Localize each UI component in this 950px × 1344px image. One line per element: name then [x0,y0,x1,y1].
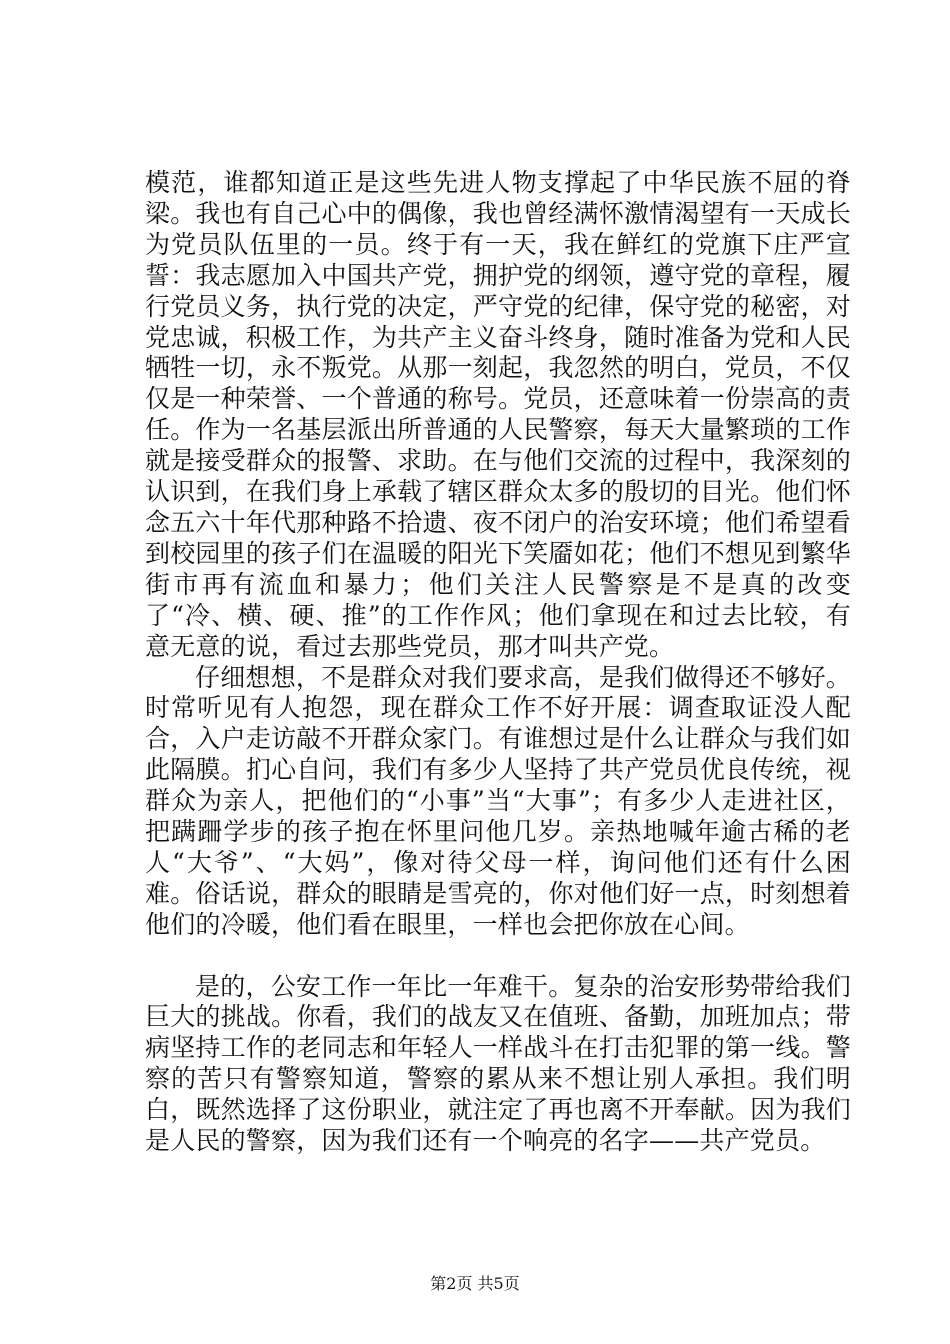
paragraph-1: 模范，谁都知道正是这些先进人物支撑起了中华民族不屈的脊梁。我也有自己心中的偶像，我也曾经满怀激情渴望有一天成长为党员队伍里的一员。终于有一天，我在鲜红的党旗下庄严宣誓：我志愿加入中国共产党，拥护党的纲领，遵守党的章程，履行党员义务，执行党的决定，严守党的纪律，保守党的秘密，对党忠诚，积极工作，为共产主义奋斗终身，随时准备为党和人民牺牲一切，永不叛党。从那一刻起，我忽然的明白，党员，不仅仅是一种荣誉、一个普通的称号。党员，还意味着一份崇高的责任。作为一名基层派出所普通的人民警察，每天大量繁琐的工作就是接受群众的报警、求助。在与他们交流的过程中，我深刻的认识到，在我们身上承载了辖区群众太多的殷切的目光。他们怀念五六十年代那种路不拾遗、夜不闭户的治安环境；他们希望看到校园里的孩子们在温暖的阳光下笑靥如花；他们不想见到繁华街市再有流血和暴力；他们关注人民警察是不是真的改变了“冷、横、硬、推”的工作作风；他们拿现在和过去比较，有意无意的说，看过去那些党员，那才叫共产党。 [145,168,851,661]
paragraph-2: 仔细想想，不是群众对我们要求高，是我们做得还不够好。时常听见有人抱怨，现在群众工作不好开展：调查取证没人配合，入户走访敲不开群众家门。有谁想过是什么让群众与我们如此隔膜。扪心自问，我们有多少人坚持了共产党员优良传统，视群众为亲人，把他们的“小事”当“大事”；有多少人走进社区，把蹒跚学步的孩子抱在怀里问他几岁。亲热地喊年逾古稀的老人“大爷”、“大妈”，像对待父母一样，询问他们还有什么困难。俗话说，群众的眼睛是雪亮的，你对他们好一点，时刻想着他们的冷暖，他们看在眼里，一样也会把你放在心间。 [145,662,851,939]
document-body [145,168,851,1157]
paragraph-3: 是的，公安工作一年比一年难干。复杂的治安形势带给我们巨大的挑战。你看，我们的战友又在值班、备勤，加班加点；带病坚持工作的老同志和年轻人一样战斗在打击犯罪的第一线。警察的苦只有警察知道，警察的累从来不想让别人承担。我们明白，既然选择了这份职业，就注定了再也离不开奉献。因为我们是人民的警察，因为我们还有一个响亮的名字——共产党员。 [145,971,851,1156]
page-footer: 第2页 共5页 [430,1274,520,1293]
